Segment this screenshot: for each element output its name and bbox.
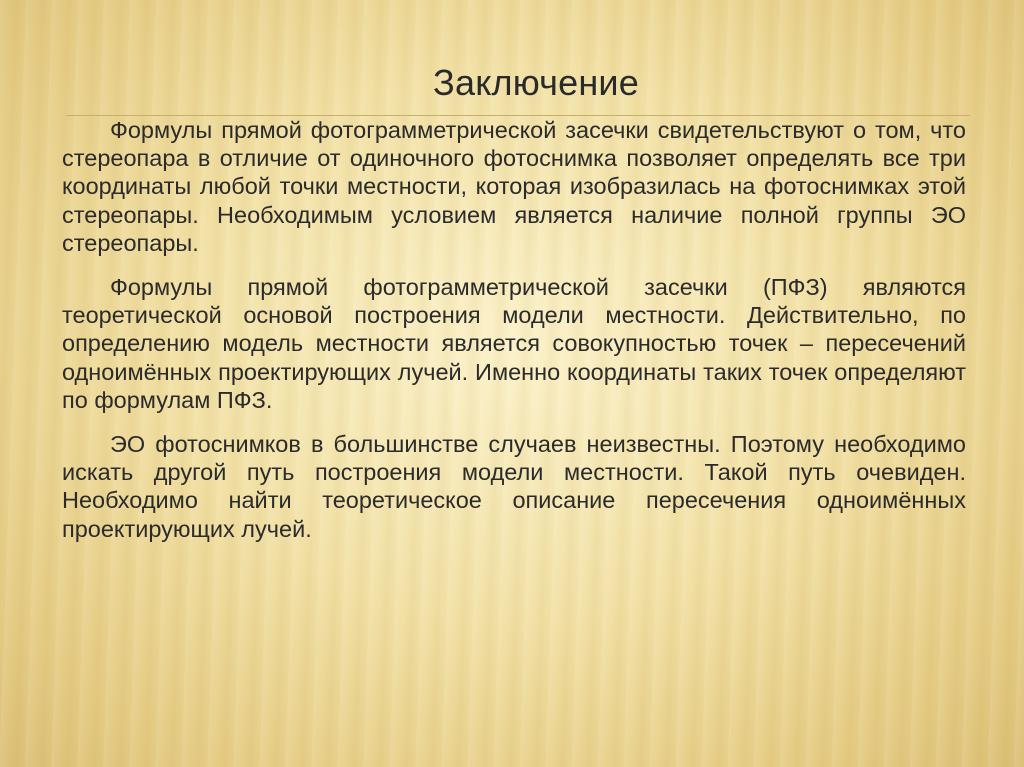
paragraph-3: ЭО фотоснимков в большинстве случаев неизвестны. Поэтому необходимо искать другой путь построения модели местности. Такой путь очевиден. Необходимо найти теоретическое описание пересечения одноимённых проектирующих лучей. bbox=[62, 431, 966, 542]
slide-body bbox=[62, 116, 966, 559]
paragraph-2: Формулы прямой фотограмметрической засечки (ПФЗ) являются теоретической основой построения модели местности. Действительно, по определению модель местности является совокупностью точек – пересечений одноимённых проектирующих лучей. Именно координаты таких точек определяют по формулам ПФЗ. bbox=[62, 274, 966, 413]
paragraph-1: Формулы прямой фотограмметрической засечки свидетельствуют о том, что стереопара в отличие от одиночного фотоснимка позволяет определять все три координаты любой точки местности, которая изобразилась на фотоснимках этой стереопары. Необходимым условием является наличие полной группы ЭО стереопары. bbox=[62, 117, 966, 256]
slide-title: Заключение bbox=[433, 62, 639, 103]
